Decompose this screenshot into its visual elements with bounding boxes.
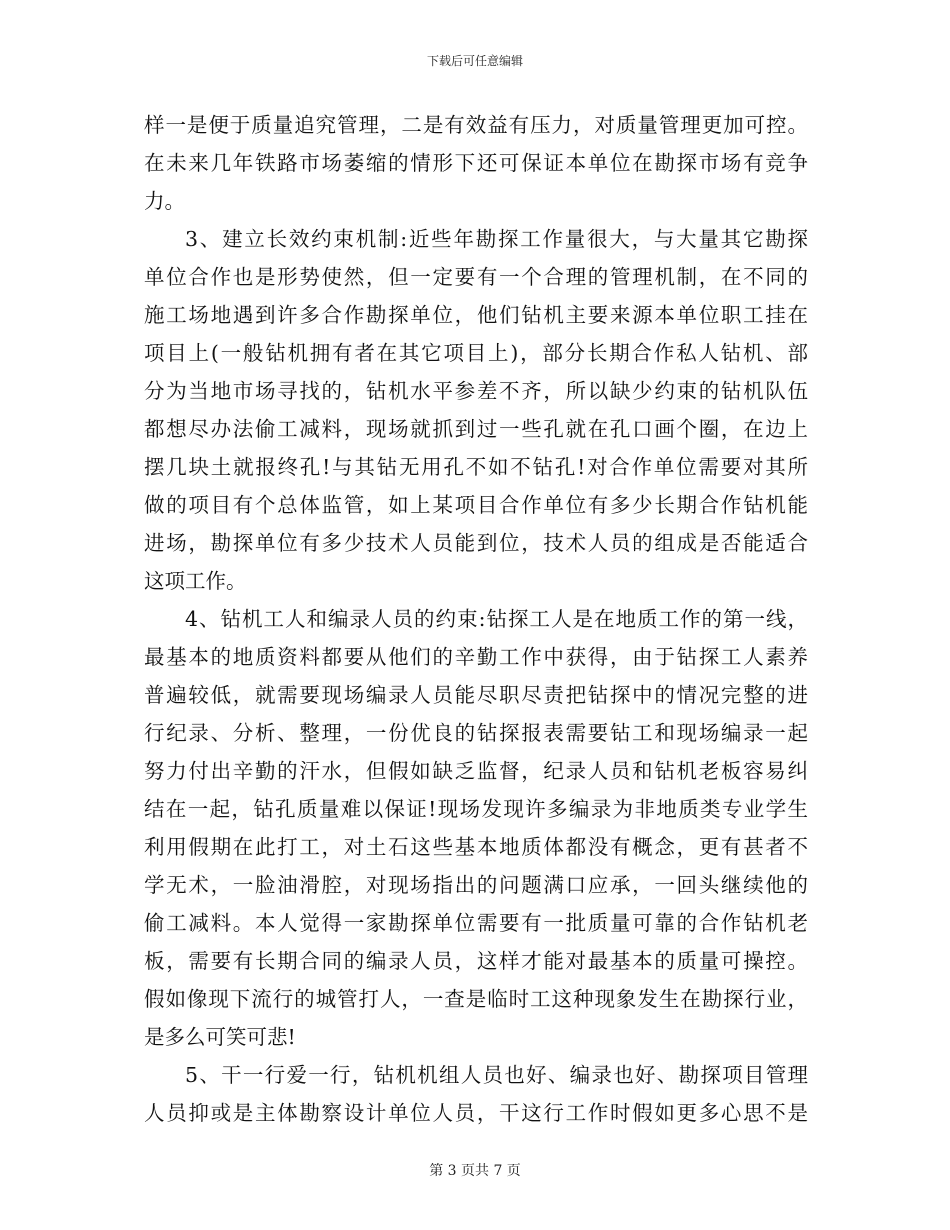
text-line: 利用假期在此打工，对土石这些基本地质体都没有概念，更有甚者不 xyxy=(144,835,808,859)
text-line: 在未来几年铁路市场萎缩的情形下还可保证本单位在勘探市场有竞争 xyxy=(144,151,808,175)
text-line: 行纪录、分析、整理，一份优良的钻探报表需要钻工和现场编录一起 xyxy=(144,721,808,745)
document-body xyxy=(144,106,808,1132)
page-footer-number: 第 3 页共 7 页 xyxy=(429,1163,521,1179)
text-line: 分为当地市场寻找的，钻机水平参差不齐，所以缺少约束的钻机队伍 xyxy=(144,379,808,403)
text-line: 人员抑或是主体勘察设计单位人员，干这行工作时假如更多心思不是 xyxy=(144,1101,808,1125)
text-line: 样一是便于质量追究管理，二是有效益有压力，对质量管理更加可控。 xyxy=(144,113,808,137)
text-line: 做的项目有个总体监管，如上某项目合作单位有多少长期合作钻机能 xyxy=(144,493,808,517)
text-line: 是多么可笑可悲! xyxy=(144,1025,296,1049)
text-line: 施工场地遇到许多合作勘探单位，他们钻机主要来源本单位职工挂在 xyxy=(144,303,808,327)
text-line: 进场，勘探单位有多少技术人员能到位，技术人员的组成是否能适合 xyxy=(144,531,808,555)
text-line: 最基本的地质资料都要从他们的辛勤工作中获得，由于钻探工人素养 xyxy=(144,645,808,669)
text-line: 结在一起，钻孔质量难以保证!现场发现许多编录为非地质类专业学生 xyxy=(144,797,808,821)
text-line: 偷工减料。本人觉得一家勘探单位需要有一批质量可靠的合作钻机老 xyxy=(144,911,808,935)
text-line: 5、干一行爱一行，钻机机组人员也好、编录也好、勘探项目管理 xyxy=(185,1063,808,1087)
text-line: 摆几块土就报终孔!与其钻无用孔不如不钻孔!对合作单位需要对其所 xyxy=(144,455,808,479)
text-line: 学无术，一脸油滑腔，对现场指出的问题满口应承，一回头继续他的 xyxy=(144,873,808,897)
page-header-note: 下载后可任意编辑 xyxy=(426,54,523,68)
text-line: 假如像现下流行的城管打人，一查是临时工这种现象发生在勘探行业， xyxy=(144,987,808,1011)
text-line: 3、建立长效约束机制:近些年勘探工作量很大，与大量其它勘探 xyxy=(185,227,808,251)
text-line: 努力付出辛勤的汗水，但假如缺乏监督，纪录人员和钻机老板容易纠 xyxy=(144,759,808,783)
text-line: 普遍较低，就需要现场编录人员能尽职尽责把钻探中的情况完整的进 xyxy=(144,683,808,707)
text-line: 力。 xyxy=(144,189,185,213)
text-line: 板，需要有长期合同的编录人员，这样才能对最基本的质量可操控。 xyxy=(144,949,808,973)
text-line: 单位合作也是形势使然，但一定要有一个合理的管理机制，在不同的 xyxy=(144,265,808,289)
text-line: 项目上(一般钻机拥有者在其它项目上)，部分长期合作私人钻机、部 xyxy=(144,341,808,365)
text-line: 4、钻机工人和编录人员的约束:钻探工人是在地质工作的第一线， xyxy=(185,607,808,631)
text-line: 这项工作。 xyxy=(144,569,247,593)
text-line: 都想尽办法偷工减料，现场就抓到过一些孔就在孔口画个圈，在边上 xyxy=(144,417,808,441)
